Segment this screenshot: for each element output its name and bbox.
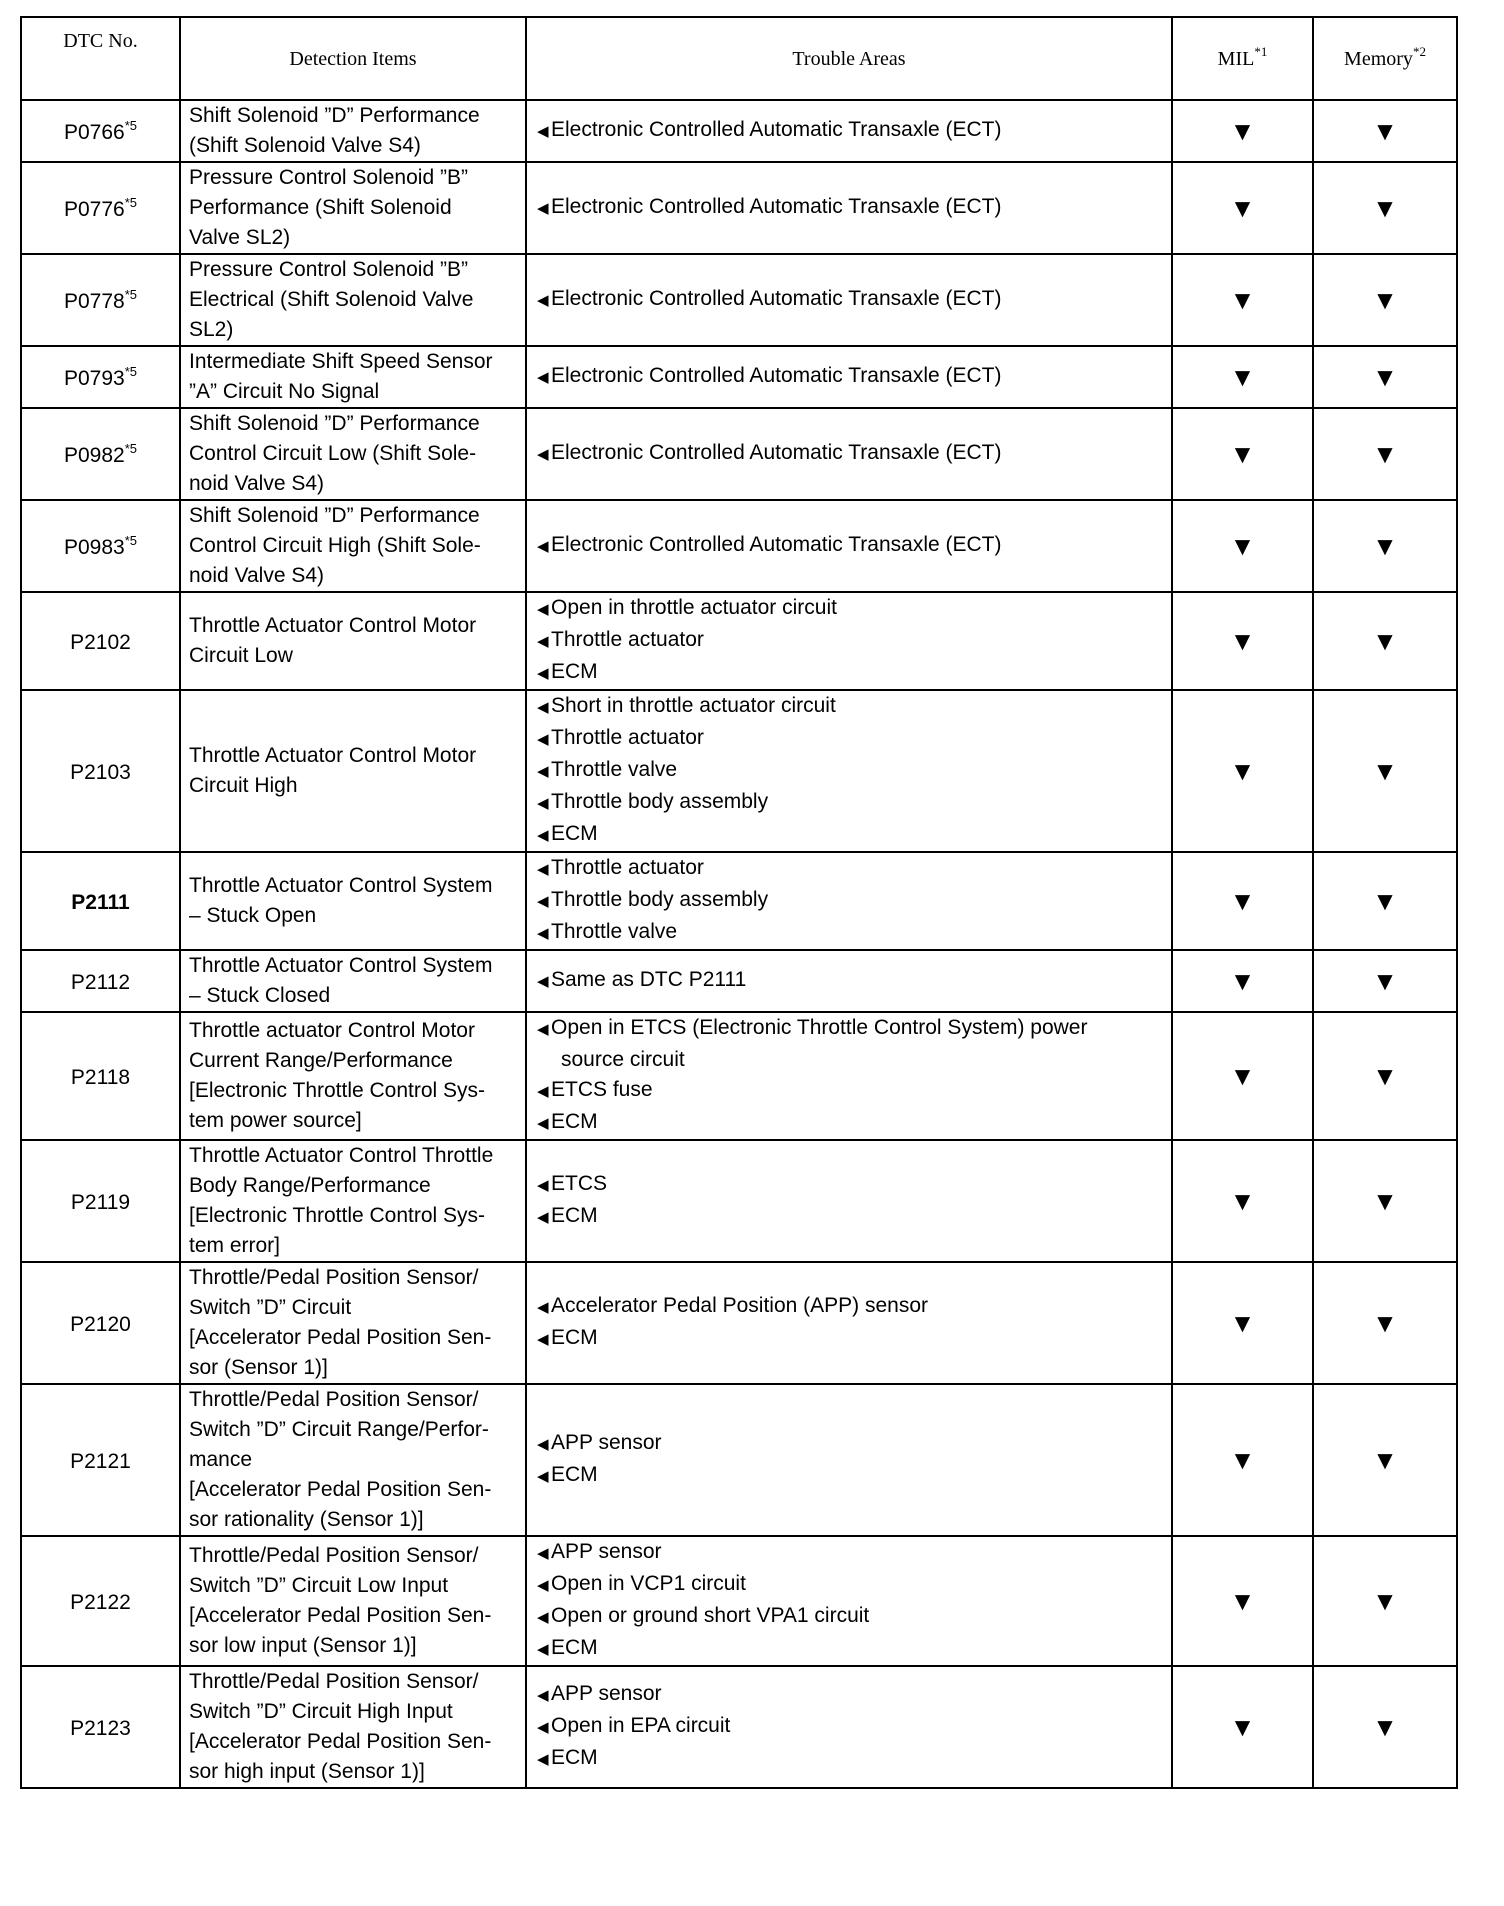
detection-item-line: Intermediate Shift Speed Sensor bbox=[189, 350, 493, 373]
trouble-area-line bbox=[537, 819, 1163, 851]
trouble-area-cell bbox=[526, 1140, 1172, 1262]
detection-item-line: Valve SL2) bbox=[189, 226, 291, 249]
dtc-cell bbox=[21, 1666, 180, 1788]
detection-item-line: (Shift Solenoid Valve S4) bbox=[189, 134, 421, 157]
mil-marker: ▼ bbox=[1172, 1012, 1313, 1140]
trouble-area-cell bbox=[526, 1262, 1172, 1384]
detection-item-line: Throttle Actuator Control System bbox=[189, 954, 493, 977]
trouble-area-text: ECM bbox=[551, 660, 598, 683]
header-mil: MIL$^{*1}$ bbox=[1172, 17, 1313, 100]
trouble-area-text: ECM bbox=[551, 1326, 598, 1349]
dtc-cell bbox=[21, 950, 180, 1012]
detection-item-line: Circuit High bbox=[189, 774, 298, 797]
trouble-area-text: Throttle actuator bbox=[551, 726, 704, 749]
trouble-area-text: ECM bbox=[551, 1636, 598, 1659]
mil-marker: ▼ bbox=[1172, 1384, 1313, 1536]
detection-item-cell bbox=[180, 162, 526, 254]
detection-item-line: Switch ”D” Circuit bbox=[189, 1296, 352, 1319]
dtc-cell bbox=[21, 592, 180, 690]
memory-marker: ▼ bbox=[1313, 1384, 1457, 1536]
detection-item-line: Switch ”D” Circuit Low Input bbox=[189, 1574, 449, 1597]
trouble-area-text: Throttle body assembly bbox=[551, 790, 769, 813]
dtc-cell bbox=[21, 1140, 180, 1262]
detection-item-line: Control Circuit High (Shift Sole- bbox=[189, 534, 481, 557]
trouble-area-cell bbox=[526, 408, 1172, 500]
detection-item-line: Circuit Low bbox=[189, 644, 293, 667]
trouble-area-text: Open in ETCS (Electronic Throttle Control System) power bbox=[551, 1016, 1088, 1039]
detection-item-line: tem power source] bbox=[189, 1109, 362, 1132]
bullet-icon: ◀ bbox=[537, 1299, 547, 1316]
trouble-area-line bbox=[537, 1107, 1163, 1139]
trouble-area-line bbox=[537, 917, 1163, 949]
memory-marker: ▼ bbox=[1313, 254, 1457, 346]
mil-marker: ▼ bbox=[1172, 100, 1313, 162]
trouble-area-text: Short in throttle actuator circuit bbox=[551, 694, 836, 717]
trouble-area-line bbox=[537, 755, 1163, 787]
trouble-area-text: Electronic Controlled Automatic Transaxle (ECT) bbox=[551, 287, 1002, 310]
dtc-cell bbox=[21, 162, 180, 254]
detection-item-cell bbox=[180, 100, 526, 162]
trouble-area-text: Open or ground short VPA1 circuit bbox=[551, 1604, 870, 1627]
bullet-icon: ◀ bbox=[537, 699, 547, 716]
trouble-area-text: Accelerator Pedal Position (APP) sensor bbox=[551, 1294, 929, 1317]
trouble-area-line bbox=[537, 530, 1163, 562]
detection-item-line: Throttle/Pedal Position Sensor/ bbox=[189, 1388, 479, 1411]
trouble-area-line bbox=[537, 284, 1163, 316]
trouble-area-line bbox=[537, 853, 1163, 885]
memory-marker: ▼ bbox=[1313, 1666, 1457, 1788]
trouble-area-line bbox=[537, 625, 1163, 657]
bullet-icon: ◀ bbox=[537, 1468, 547, 1485]
trouble-area-cell bbox=[526, 1536, 1172, 1666]
table-row bbox=[21, 852, 1457, 950]
memory-marker: ▼ bbox=[1313, 500, 1457, 592]
trouble-area-line bbox=[537, 1460, 1163, 1492]
trouble-area-text: ECM bbox=[551, 1746, 598, 1769]
dtc-footnote: *5 bbox=[124, 286, 138, 302]
trouble-area-line bbox=[537, 1169, 1163, 1201]
table-row bbox=[21, 346, 1457, 408]
bullet-icon: ◀ bbox=[537, 827, 547, 844]
trouble-area-cell bbox=[526, 346, 1172, 408]
trouble-area-line bbox=[537, 1711, 1163, 1743]
memory-marker: ▼ bbox=[1313, 1012, 1457, 1140]
bullet-icon: ◀ bbox=[537, 1115, 547, 1132]
detection-item-line: – Stuck Closed bbox=[189, 984, 331, 1007]
table-row bbox=[21, 500, 1457, 592]
trouble-area-cell bbox=[526, 254, 1172, 346]
bullet-icon: ◀ bbox=[537, 292, 547, 309]
header-detection-items: Detection Items bbox=[180, 17, 526, 100]
dtc-table bbox=[20, 16, 1458, 1789]
detection-item-line: sor rationality (Sensor 1)] bbox=[189, 1508, 424, 1531]
table-row bbox=[21, 1384, 1457, 1536]
trouble-area-line bbox=[537, 1679, 1163, 1711]
trouble-area-text: Electronic Controlled Automatic Transaxle (ECT) bbox=[551, 118, 1002, 141]
table-row bbox=[21, 408, 1457, 500]
trouble-area-line bbox=[537, 657, 1163, 689]
mil-marker: ▼ bbox=[1172, 254, 1313, 346]
detection-item-cell bbox=[180, 950, 526, 1012]
dtc-code: P2118 bbox=[70, 1065, 131, 1089]
table-row bbox=[21, 592, 1457, 690]
bullet-icon: ◀ bbox=[537, 123, 547, 140]
dtc-code: P2112 bbox=[70, 970, 131, 994]
bullet-icon: ◀ bbox=[537, 893, 547, 910]
mil-marker: ▼ bbox=[1172, 950, 1313, 1012]
trouble-area-line bbox=[537, 593, 1163, 625]
detection-item-line: noid Valve S4) bbox=[189, 472, 325, 495]
bullet-icon: ◀ bbox=[537, 973, 547, 990]
detection-item-line: sor (Sensor 1)] bbox=[189, 1356, 328, 1379]
trouble-area-line bbox=[537, 1323, 1163, 1355]
trouble-area-line bbox=[537, 1601, 1163, 1633]
detection-item-cell bbox=[180, 1384, 526, 1536]
trouble-area-text: Open in VCP1 circuit bbox=[551, 1572, 746, 1595]
detection-item-line: Switch ”D” Circuit High Input bbox=[189, 1700, 453, 1723]
bullet-icon: ◀ bbox=[537, 633, 547, 650]
detection-item-line: [Accelerator Pedal Position Sen- bbox=[189, 1730, 492, 1753]
bullet-icon: ◀ bbox=[537, 763, 547, 780]
detection-item-line: [Accelerator Pedal Position Sen- bbox=[189, 1326, 492, 1349]
bullet-icon: ◀ bbox=[537, 200, 547, 217]
dtc-code: P2111 bbox=[71, 890, 130, 914]
detection-item-line: Throttle Actuator Control System bbox=[189, 874, 493, 897]
trouble-area-line bbox=[537, 885, 1163, 917]
bullet-icon: ◀ bbox=[537, 1641, 547, 1658]
trouble-area-cell bbox=[526, 592, 1172, 690]
dtc-cell bbox=[21, 1262, 180, 1384]
trouble-area-cell bbox=[526, 1384, 1172, 1536]
dtc-code: P0776 bbox=[63, 197, 125, 221]
trouble-area-text: Open in throttle actuator circuit bbox=[551, 596, 837, 619]
memory-marker: ▼ bbox=[1313, 162, 1457, 254]
trouble-area-line bbox=[537, 115, 1163, 147]
table-row bbox=[21, 690, 1457, 852]
trouble-area-cell bbox=[526, 1666, 1172, 1788]
detection-item-line: Throttle/Pedal Position Sensor/ bbox=[189, 1544, 479, 1567]
header-row bbox=[21, 17, 1457, 100]
detection-item-line: Pressure Control Solenoid ”B” bbox=[189, 166, 468, 189]
detection-item-line: Throttle/Pedal Position Sensor/ bbox=[189, 1266, 479, 1289]
detection-item-line: Throttle Actuator Control Motor bbox=[189, 744, 477, 767]
bullet-icon: ◀ bbox=[537, 1687, 547, 1704]
dtc-code: P0778 bbox=[63, 289, 125, 313]
detection-item-line: Shift Solenoid ”D” Performance bbox=[189, 104, 480, 127]
dtc-cell bbox=[21, 1384, 180, 1536]
bullet-icon: ◀ bbox=[537, 1177, 547, 1194]
detection-item-line: Body Range/Performance bbox=[189, 1174, 431, 1197]
mil-marker: ▼ bbox=[1172, 346, 1313, 408]
trouble-area-cell bbox=[526, 500, 1172, 592]
detection-item-line: Performance (Shift Solenoid bbox=[189, 196, 452, 219]
trouble-area-line bbox=[537, 1075, 1163, 1107]
bullet-icon: ◀ bbox=[537, 1751, 547, 1768]
memory-marker: ▼ bbox=[1313, 592, 1457, 690]
detection-item-line: sor low input (Sensor 1)] bbox=[189, 1634, 417, 1657]
mil-marker: ▼ bbox=[1172, 690, 1313, 852]
trouble-area-cell bbox=[526, 162, 1172, 254]
bullet-icon: ◀ bbox=[537, 1436, 547, 1453]
bullet-icon: ◀ bbox=[537, 1719, 547, 1736]
memory-marker: ▼ bbox=[1313, 950, 1457, 1012]
memory-marker: ▼ bbox=[1313, 1536, 1457, 1666]
mil-marker: ▼ bbox=[1172, 162, 1313, 254]
detection-item-cell bbox=[180, 500, 526, 592]
table-row bbox=[21, 1012, 1457, 1140]
mil-marker: ▼ bbox=[1172, 1262, 1313, 1384]
bullet-icon: ◀ bbox=[537, 1021, 547, 1038]
detection-item-line: [Electronic Throttle Control Sys- bbox=[189, 1204, 486, 1227]
dtc-footnote: *5 bbox=[124, 440, 138, 456]
dtc-footnote: *5 bbox=[124, 363, 138, 379]
trouble-area-text: Open in EPA circuit bbox=[551, 1714, 731, 1737]
table-row bbox=[21, 1536, 1457, 1666]
detection-item-line: Electrical (Shift Solenoid Valve bbox=[189, 288, 474, 311]
trouble-area-text: APP sensor bbox=[551, 1431, 662, 1454]
trouble-area-line bbox=[537, 1201, 1163, 1233]
trouble-area-cell bbox=[526, 1012, 1172, 1140]
detection-item-line: Shift Solenoid ”D” Performance bbox=[189, 504, 480, 527]
dtc-cell bbox=[21, 690, 180, 852]
bullet-icon: ◀ bbox=[537, 601, 547, 618]
trouble-area-text: ECM bbox=[551, 1463, 598, 1486]
memory-marker: ▼ bbox=[1313, 346, 1457, 408]
detection-item-cell bbox=[180, 1140, 526, 1262]
detection-item-line: [Accelerator Pedal Position Sen- bbox=[189, 1604, 492, 1627]
detection-item-cell bbox=[180, 1012, 526, 1140]
trouble-area-line bbox=[537, 1743, 1163, 1775]
mil-marker: ▼ bbox=[1172, 500, 1313, 592]
dtc-code: P0793 bbox=[63, 366, 125, 390]
trouble-area-text: Throttle actuator bbox=[551, 856, 704, 879]
trouble-area-text: source circuit bbox=[561, 1048, 685, 1071]
dtc-code: P2120 bbox=[70, 1312, 131, 1336]
mil-marker: ▼ bbox=[1172, 408, 1313, 500]
memory-marker: ▼ bbox=[1313, 408, 1457, 500]
bullet-icon: ◀ bbox=[537, 446, 547, 463]
trouble-area-cell bbox=[526, 690, 1172, 852]
dtc-cell bbox=[21, 408, 180, 500]
mil-marker: ▼ bbox=[1172, 592, 1313, 690]
mil-marker: ▼ bbox=[1172, 852, 1313, 950]
header-memory: Memory$^{*2}$ bbox=[1313, 17, 1457, 100]
bullet-icon: ◀ bbox=[537, 1209, 547, 1226]
dtc-code: P0982 bbox=[63, 443, 125, 467]
trouble-area-text: APP sensor bbox=[551, 1682, 662, 1705]
trouble-area-line bbox=[537, 723, 1163, 755]
trouble-area-line bbox=[537, 1291, 1163, 1323]
table-row bbox=[21, 1666, 1457, 1788]
detection-item-cell bbox=[180, 690, 526, 852]
bullet-icon: ◀ bbox=[537, 538, 547, 555]
detection-item-line: sor high input (Sensor 1)] bbox=[189, 1760, 425, 1783]
detection-item-line: Control Circuit Low (Shift Sole- bbox=[189, 442, 477, 465]
table-row bbox=[21, 950, 1457, 1012]
detection-item-line: SL2) bbox=[189, 318, 234, 341]
detection-item-line: Throttle/Pedal Position Sensor/ bbox=[189, 1670, 479, 1693]
dtc-code: P2123 bbox=[70, 1716, 131, 1740]
detection-item-line: tem error] bbox=[189, 1234, 281, 1257]
dtc-cell bbox=[21, 1012, 180, 1140]
trouble-area-line bbox=[537, 361, 1163, 393]
detection-item-line: – Stuck Open bbox=[189, 904, 317, 927]
table-row bbox=[21, 254, 1457, 346]
detection-item-line: noid Valve S4) bbox=[189, 564, 325, 587]
table-body bbox=[21, 100, 1457, 1788]
bullet-icon: ◀ bbox=[537, 1609, 547, 1626]
detection-item-line: Throttle Actuator Control Motor bbox=[189, 614, 477, 637]
trouble-area-text: Electronic Controlled Automatic Transaxle (ECT) bbox=[551, 441, 1002, 464]
trouble-area-text: Same as DTC P2111 bbox=[551, 968, 747, 991]
trouble-area-line bbox=[537, 1428, 1163, 1460]
dtc-code: P0983 bbox=[63, 535, 125, 559]
header-trouble-areas: Trouble Areas bbox=[526, 17, 1172, 100]
trouble-area-text: Throttle body assembly bbox=[551, 888, 769, 911]
trouble-area-text: ECM bbox=[551, 1110, 598, 1133]
trouble-area-text: ETCS fuse bbox=[551, 1078, 653, 1101]
mil-marker: ▼ bbox=[1172, 1536, 1313, 1666]
dtc-cell bbox=[21, 346, 180, 408]
table-row bbox=[21, 100, 1457, 162]
bullet-icon: ◀ bbox=[537, 1577, 547, 1594]
detection-item-line: Shift Solenoid ”D” Performance bbox=[189, 412, 480, 435]
trouble-area-line bbox=[537, 1569, 1163, 1601]
detection-item-cell bbox=[180, 1536, 526, 1666]
bullet-icon: ◀ bbox=[537, 665, 547, 682]
dtc-cell bbox=[21, 1536, 180, 1666]
memory-marker: ▼ bbox=[1313, 100, 1457, 162]
trouble-area-text: Throttle valve bbox=[551, 758, 678, 781]
dtc-code: P2122 bbox=[70, 1590, 131, 1614]
trouble-area-line bbox=[537, 438, 1163, 470]
bullet-icon: ◀ bbox=[537, 925, 547, 942]
trouble-area-line bbox=[537, 787, 1163, 819]
detection-item-line: Throttle Actuator Control Throttle bbox=[189, 1144, 494, 1167]
trouble-area-line bbox=[537, 1633, 1163, 1665]
dtc-code: P2103 bbox=[70, 760, 131, 784]
dtc-cell bbox=[21, 100, 180, 162]
memory-marker: ▼ bbox=[1313, 852, 1457, 950]
trouble-area-text: ECM bbox=[551, 822, 598, 845]
trouble-area-line bbox=[537, 1045, 1163, 1075]
detection-item-line: ”A” Circuit No Signal bbox=[189, 380, 380, 403]
dtc-code: P2121 bbox=[70, 1449, 131, 1473]
detection-item-cell bbox=[180, 1262, 526, 1384]
bullet-icon: ◀ bbox=[537, 1545, 547, 1562]
detection-item-line: Switch ”D” Circuit Range/Perfor- bbox=[189, 1418, 489, 1441]
memory-marker: ▼ bbox=[1313, 1140, 1457, 1262]
memory-marker: ▼ bbox=[1313, 690, 1457, 852]
trouble-area-line bbox=[537, 1537, 1163, 1569]
table-row bbox=[21, 1262, 1457, 1384]
detection-item-cell bbox=[180, 408, 526, 500]
bullet-icon: ◀ bbox=[537, 795, 547, 812]
bullet-icon: ◀ bbox=[537, 731, 547, 748]
memory-footnote: *2 bbox=[1412, 43, 1426, 59]
trouble-area-cell bbox=[526, 950, 1172, 1012]
dtc-footnote: *5 bbox=[124, 532, 138, 548]
mil-marker: ▼ bbox=[1172, 1666, 1313, 1788]
trouble-area-text: ETCS bbox=[551, 1172, 608, 1195]
bullet-icon: ◀ bbox=[537, 1331, 547, 1348]
detection-item-line: [Accelerator Pedal Position Sen- bbox=[189, 1478, 492, 1501]
trouble-area-text: Throttle actuator bbox=[551, 628, 704, 651]
trouble-area-text: Electronic Controlled Automatic Transaxle (ECT) bbox=[551, 364, 1002, 387]
header-dtc-no: DTC No. bbox=[21, 17, 180, 100]
bullet-icon: ◀ bbox=[537, 861, 547, 878]
detection-item-cell bbox=[180, 346, 526, 408]
trouble-area-text: Throttle valve bbox=[551, 920, 678, 943]
memory-marker: ▼ bbox=[1313, 1262, 1457, 1384]
dtc-footnote: *5 bbox=[124, 117, 138, 133]
detection-item-line: Current Range/Performance bbox=[189, 1049, 453, 1072]
dtc-cell bbox=[21, 254, 180, 346]
trouble-area-text: Electronic Controlled Automatic Transaxle (ECT) bbox=[551, 195, 1002, 218]
table-row bbox=[21, 1140, 1457, 1262]
bullet-icon: ◀ bbox=[537, 1083, 547, 1100]
detection-item-line: mance bbox=[189, 1448, 253, 1471]
detection-item-line: [Electronic Throttle Control Sys- bbox=[189, 1079, 486, 1102]
dtc-code: P2119 bbox=[70, 1190, 131, 1214]
trouble-area-line bbox=[537, 192, 1163, 224]
detection-item-line: Throttle actuator Control Motor bbox=[189, 1019, 475, 1042]
trouble-area-cell bbox=[526, 852, 1172, 950]
dtc-code: P0766 bbox=[63, 120, 125, 144]
trouble-area-text: APP sensor bbox=[551, 1540, 662, 1563]
trouble-area-line bbox=[537, 965, 1163, 997]
detection-item-line: Pressure Control Solenoid ”B” bbox=[189, 258, 468, 281]
dtc-cell bbox=[21, 852, 180, 950]
detection-item-cell bbox=[180, 592, 526, 690]
trouble-area-text: Electronic Controlled Automatic Transaxle (ECT) bbox=[551, 533, 1002, 556]
trouble-area-line bbox=[537, 1013, 1163, 1045]
detection-item-cell bbox=[180, 1666, 526, 1788]
dtc-code: P2102 bbox=[70, 630, 131, 654]
trouble-area-line bbox=[537, 691, 1163, 723]
trouble-area-text: ECM bbox=[551, 1204, 598, 1227]
mil-footnote: *1 bbox=[1254, 43, 1268, 59]
trouble-area-cell bbox=[526, 100, 1172, 162]
bullet-icon: ◀ bbox=[537, 369, 547, 386]
dtc-cell bbox=[21, 500, 180, 592]
mil-marker: ▼ bbox=[1172, 1140, 1313, 1262]
detection-item-cell bbox=[180, 852, 526, 950]
detection-item-cell bbox=[180, 254, 526, 346]
table-row bbox=[21, 162, 1457, 254]
dtc-footnote: *5 bbox=[124, 194, 138, 210]
